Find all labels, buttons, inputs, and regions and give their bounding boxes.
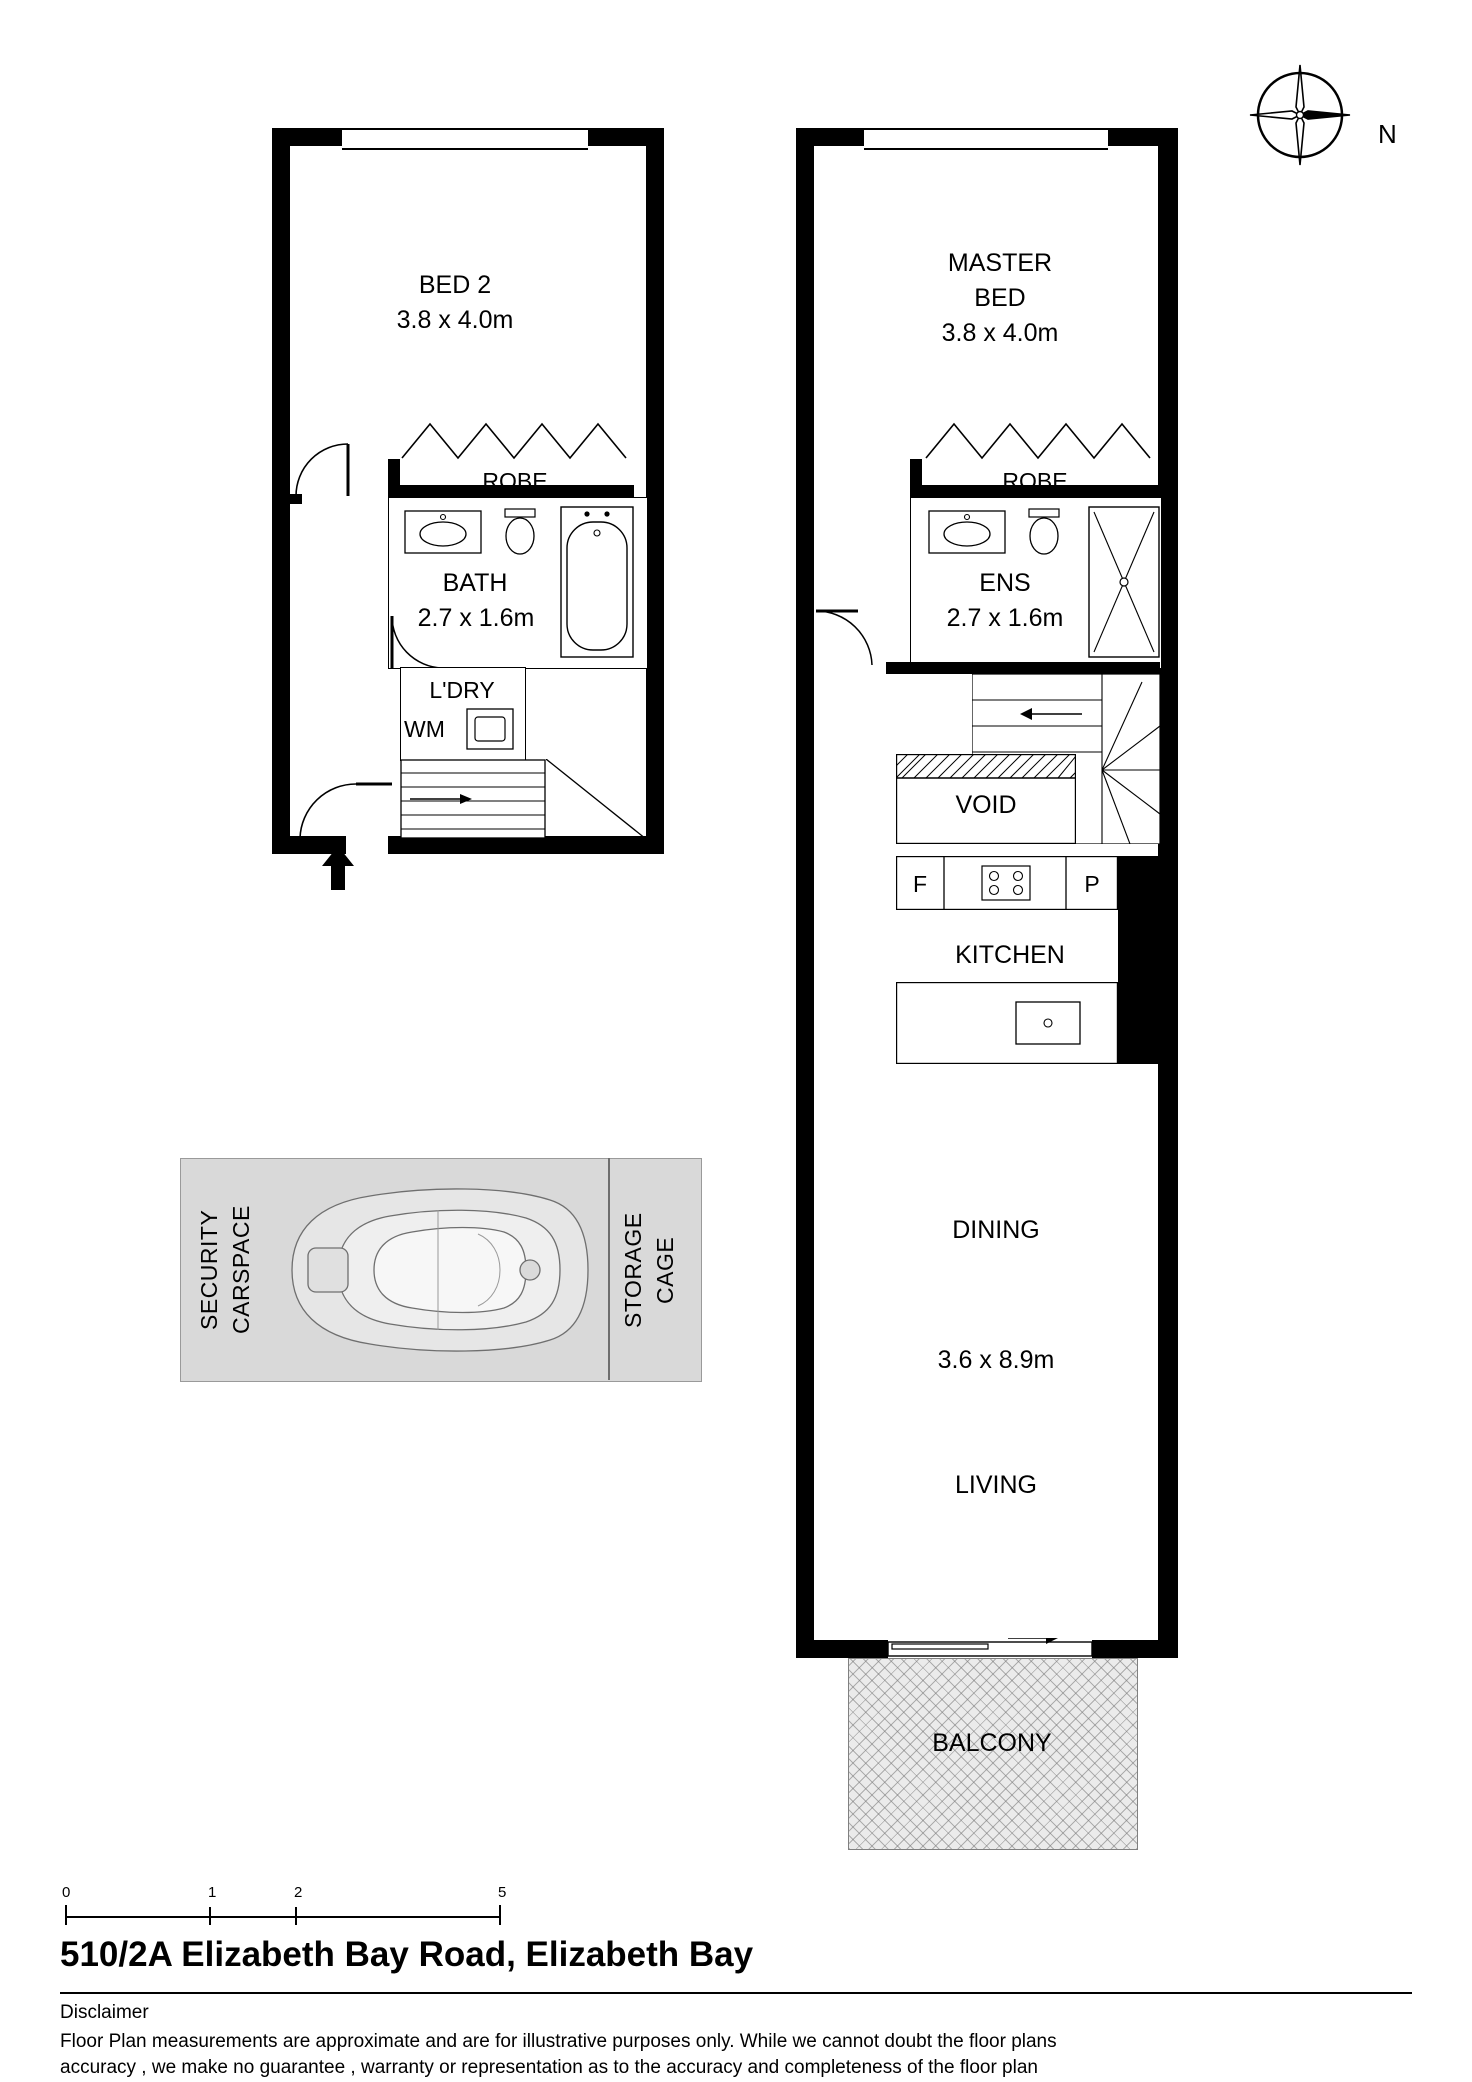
wall-top-lower-right bbox=[1108, 128, 1178, 146]
wall-left-lower bbox=[796, 128, 814, 1658]
wall-kitchen-right bbox=[1118, 856, 1160, 1064]
room-label-laundry: L'DRY bbox=[429, 677, 495, 703]
wall-left-upper bbox=[272, 128, 290, 854]
room-dims-living: 3.6 x 8.9m bbox=[937, 1346, 1055, 1374]
shower-icon bbox=[1088, 506, 1160, 658]
wall-top-upper-right bbox=[588, 128, 664, 146]
door-bed2 bbox=[290, 440, 392, 500]
wall-bottom-lower-right bbox=[1092, 1640, 1178, 1658]
wall-top-lower-left bbox=[796, 128, 864, 146]
storage-cage-label-2: CAGE bbox=[652, 1236, 678, 1304]
room-label-wm: WM bbox=[404, 716, 445, 742]
wall-bottom-lower-left bbox=[796, 1640, 888, 1658]
room-label-balcony: BALCONY bbox=[932, 1729, 1052, 1757]
scale-bar bbox=[60, 1895, 510, 1929]
storage-cage-divider bbox=[608, 1158, 610, 1380]
basin-upper-icon bbox=[404, 510, 482, 554]
scale-tick-0: 0 bbox=[62, 1884, 71, 1901]
car-icon bbox=[278, 1170, 598, 1370]
title-divider bbox=[60, 1992, 1412, 1994]
robe-zigzag-upper bbox=[398, 418, 634, 462]
wall-right-upper bbox=[646, 128, 664, 854]
room-label-ens: ENS bbox=[979, 569, 1031, 597]
security-carspace-label-1: SECURITY bbox=[196, 1209, 222, 1331]
wall-right-lower bbox=[1158, 128, 1178, 1658]
wall-hall-upper-stub bbox=[272, 494, 302, 504]
scale-tick-5: 5 bbox=[498, 1884, 507, 1901]
window-lower-top bbox=[864, 128, 1108, 150]
door-entry bbox=[298, 782, 394, 840]
room-label-kitchen: KITCHEN bbox=[955, 941, 1065, 969]
stairs-diagonal-upper bbox=[546, 759, 648, 841]
room-dims-ens: 2.7 x 1.6m bbox=[946, 604, 1064, 632]
room-label-bed2: BED 2 bbox=[418, 271, 492, 299]
wall-ens-bottom bbox=[886, 662, 1160, 674]
room-label-master: MASTER bbox=[947, 249, 1053, 277]
toilet-lower-icon bbox=[1022, 508, 1066, 558]
scale-tick-1: 1 bbox=[208, 1884, 217, 1901]
security-carspace-label-2: CARSPACE bbox=[228, 1205, 254, 1335]
room-dims-bed2: 3.8 x 4.0m bbox=[396, 306, 514, 334]
room-label-living: LIVING bbox=[955, 1471, 1037, 1499]
disclaimer-line-2: accuracy , we make no guarantee , warranty or representation as to the accuracy and completeness of the floor plan bbox=[60, 2057, 1038, 2078]
wall-top-upper-left bbox=[272, 128, 342, 146]
door-ensuite bbox=[814, 605, 908, 667]
sliding-door-balcony bbox=[888, 1638, 1092, 1660]
toilet-upper-icon bbox=[498, 508, 542, 558]
room-label-master-2: BED bbox=[974, 284, 1026, 312]
disclaimer-line-1: Floor Plan measurements are approximate and are for illustrative purposes only. While we cannot doubt the floor plans bbox=[60, 2031, 1057, 2052]
entry-arrow-icon bbox=[318, 846, 358, 890]
compass-north-label: N bbox=[1378, 119, 1397, 149]
room-label-bath: BATH bbox=[442, 569, 508, 597]
room-label-robe-upper: ROBE bbox=[482, 468, 548, 494]
door-bath bbox=[388, 610, 446, 672]
basin-lower-icon bbox=[928, 510, 1006, 554]
window-upper-top bbox=[342, 128, 588, 150]
room-dims-master: 3.8 x 4.0m bbox=[941, 319, 1059, 347]
room-dims-bath: 2.7 x 1.6m bbox=[417, 604, 535, 632]
scale-tick-2: 2 bbox=[294, 1884, 303, 1901]
kitchen-fridge-label: F bbox=[912, 871, 928, 897]
disclaimer-heading: Disclaimer bbox=[60, 2002, 149, 2023]
storage-cage-label-1: STORAGE bbox=[620, 1212, 646, 1328]
robe-zigzag-lower bbox=[922, 418, 1156, 462]
stairs-upper bbox=[400, 759, 546, 839]
page-title: 510/2A Elizabeth Bay Road, Elizabeth Bay bbox=[60, 1935, 754, 1974]
compass-rose bbox=[1238, 45, 1368, 185]
washing-machine-icon bbox=[466, 708, 514, 750]
room-label-void: VOID bbox=[955, 791, 1017, 819]
kitchen-pantry-label: P bbox=[1084, 871, 1100, 897]
kitchen-lower-bench bbox=[896, 982, 1118, 1064]
room-label-dining: DINING bbox=[952, 1216, 1040, 1244]
bathtub-icon bbox=[560, 506, 634, 658]
room-label-robe-lower: ROBE bbox=[1002, 468, 1068, 494]
